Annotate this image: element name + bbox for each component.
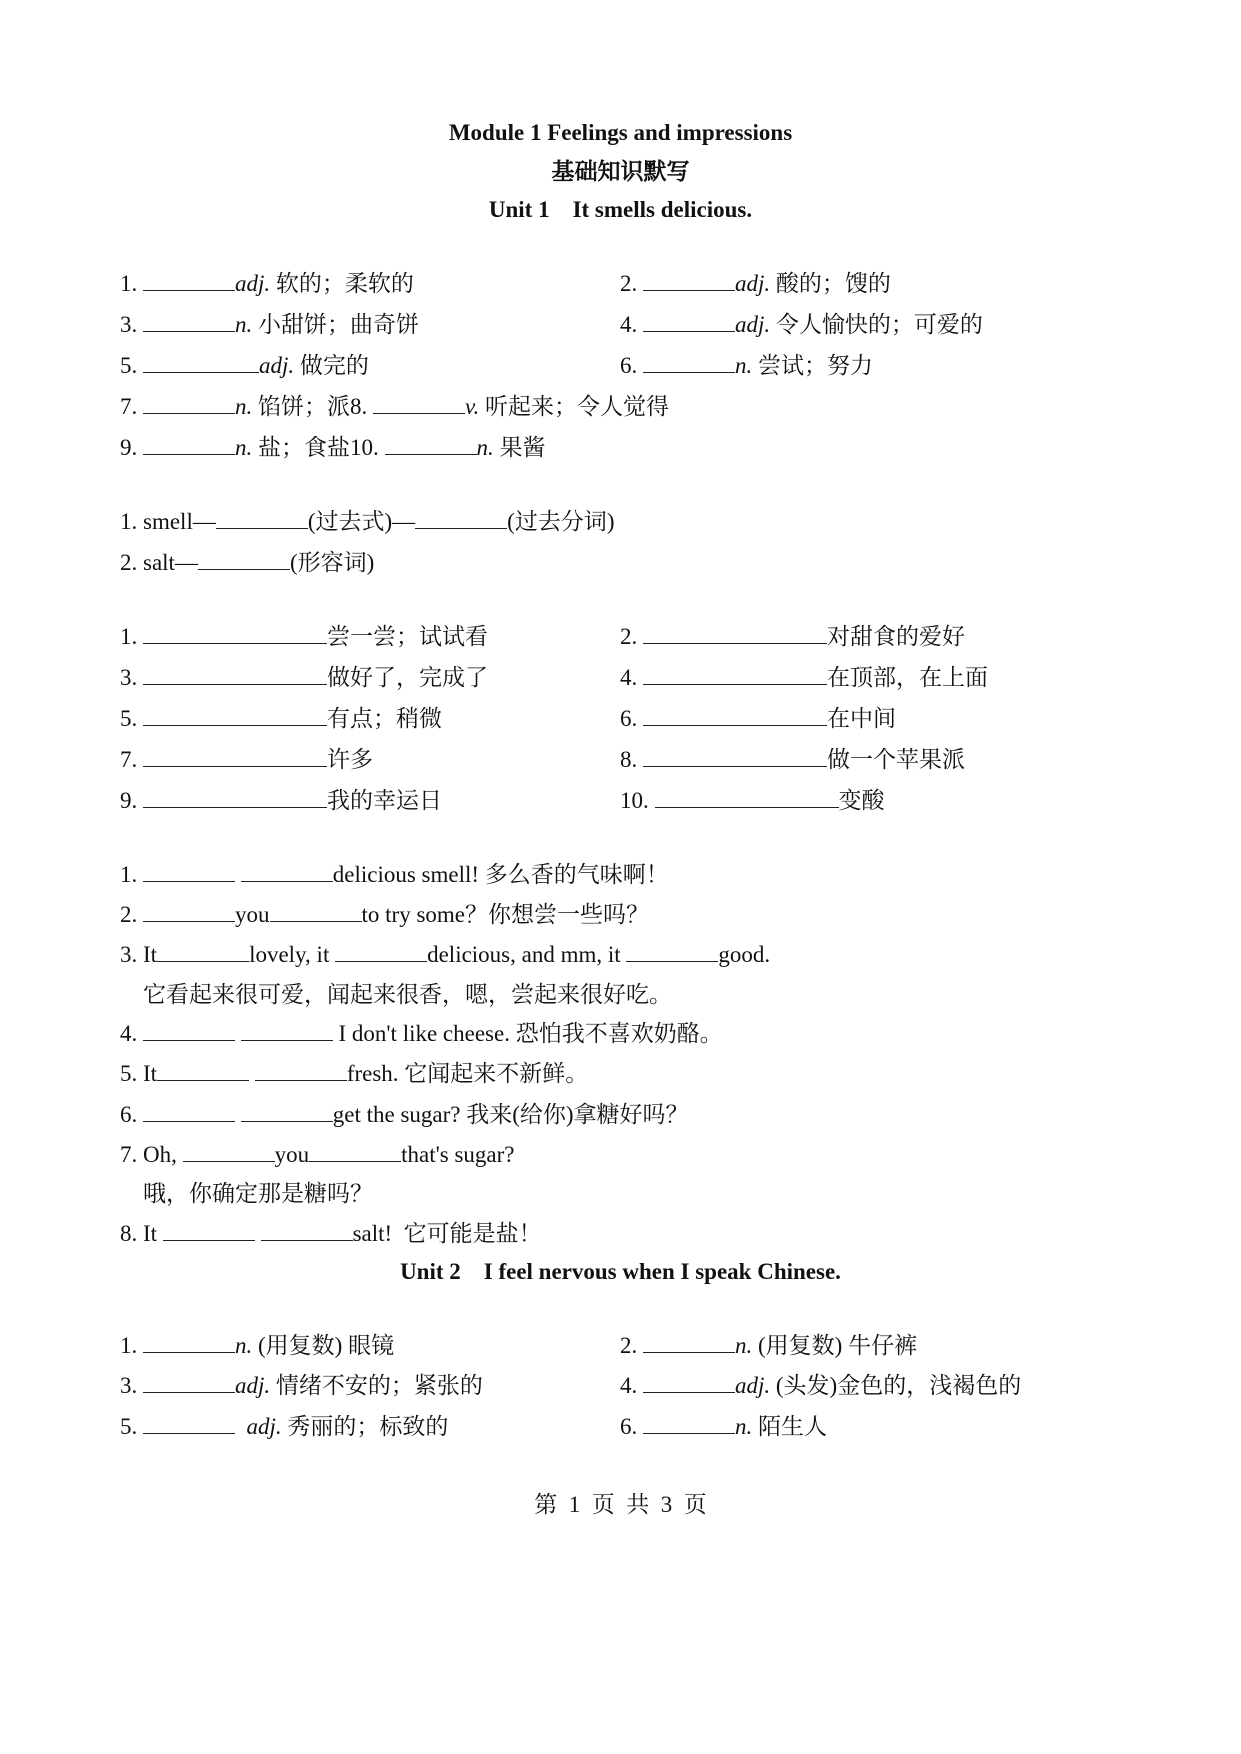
answer-blank[interactable]	[241, 1019, 333, 1041]
sentence-item: 7. Oh, you that's sugar?	[120, 1142, 515, 1167]
answer-blank[interactable]	[643, 310, 735, 332]
answer-blank[interactable]	[309, 1140, 401, 1162]
unit1-title: Unit 1 It smells delicious.	[488, 197, 753, 222]
answer-blank[interactable]	[163, 1219, 255, 1241]
answer-blank[interactable]	[198, 548, 290, 570]
answer-blank[interactable]	[216, 507, 308, 529]
answer-blank[interactable]	[626, 940, 718, 962]
answer-blank[interactable]	[385, 433, 477, 455]
phrase-item: 4. 在顶部，在上面	[620, 665, 988, 690]
vocab-item: 4. adj. 令人愉快的；可爱的	[620, 312, 983, 337]
sentence-item: 8. It salt! 它可能是盐！	[120, 1221, 542, 1246]
answer-blank[interactable]	[373, 392, 465, 414]
answer-blank[interactable]	[143, 622, 327, 644]
answer-blank[interactable]	[643, 663, 827, 685]
answer-blank[interactable]	[143, 351, 259, 373]
answer-blank[interactable]	[143, 704, 327, 726]
sentence-item: 6. get the sugar? 我来(给你)拿糖好吗？	[120, 1102, 689, 1127]
phrase-item: 7. 许多	[120, 747, 373, 772]
answer-blank[interactable]	[143, 433, 235, 455]
vocab-item: 5. adj. 秀丽的；标致的	[120, 1414, 449, 1439]
phrase-item: 9. 我的幸运日	[120, 788, 442, 813]
answer-blank[interactable]	[643, 622, 827, 644]
answer-blank[interactable]	[143, 900, 235, 922]
answer-blank[interactable]	[143, 745, 327, 767]
sentence-translation: 哦，你确定那是糖吗？	[143, 1181, 373, 1206]
answer-blank[interactable]	[255, 1059, 347, 1081]
vocab-item: 6. n. 陌生人	[620, 1414, 827, 1439]
sentence-item: 3. It lovely, it delicious, and mm, it good.	[120, 942, 771, 967]
answer-blank[interactable]	[143, 860, 235, 882]
answer-blank[interactable]	[643, 351, 735, 373]
phrase-item: 8. 做一个苹果派	[620, 747, 965, 772]
phrase-item: 5. 有点；稍微	[120, 706, 442, 731]
answer-blank[interactable]	[143, 310, 235, 332]
answer-blank[interactable]	[415, 507, 507, 529]
phrase-item: 1. 尝一尝；试试看	[120, 624, 488, 649]
answer-blank[interactable]	[643, 1412, 735, 1434]
answer-blank[interactable]	[157, 940, 249, 962]
answer-blank[interactable]	[270, 900, 362, 922]
answer-blank[interactable]	[143, 392, 235, 414]
answer-blank[interactable]	[183, 1140, 275, 1162]
phrase-item: 6. 在中间	[620, 706, 896, 731]
answer-blank[interactable]	[143, 786, 327, 808]
vocab-item: 2. adj. 酸的；馊的	[620, 271, 891, 296]
answer-blank[interactable]	[143, 1412, 235, 1434]
sentence-item: 5. It fresh. 它闻起来不新鲜。	[120, 1061, 589, 1086]
answer-blank[interactable]	[157, 1059, 249, 1081]
word-form-item: 2. salt— (形容词)	[120, 550, 375, 575]
answer-blank[interactable]	[143, 1371, 235, 1393]
sentence-item: 2. you to try some？你想尝一些吗？	[120, 902, 649, 927]
answer-blank[interactable]	[241, 860, 333, 882]
answer-blank[interactable]	[643, 745, 827, 767]
subtitle: 基础知识默写	[551, 159, 690, 184]
word-form-item: 1. smell— (过去式)— (过去分词)	[120, 509, 615, 534]
vocab-item: 5. adj. 做完的	[120, 353, 369, 378]
answer-blank[interactable]	[143, 663, 327, 685]
phrase-item: 3. 做好了，完成了	[120, 665, 488, 690]
vocab-item: 1. adj. 软的；柔软的	[120, 271, 414, 296]
vocab-item: 6. n. 尝试；努力	[620, 353, 873, 378]
answer-blank[interactable]	[643, 1331, 735, 1353]
answer-blank[interactable]	[261, 1219, 353, 1241]
answer-blank[interactable]	[241, 1100, 333, 1122]
answer-blank[interactable]	[335, 940, 427, 962]
answer-blank[interactable]	[643, 1371, 735, 1393]
vocab-item: 3. n. 小甜饼；曲奇饼	[120, 312, 419, 337]
phrase-item: 2. 对甜食的爱好	[620, 624, 965, 649]
vocab-item: 9. n. 盐；食盐10. n. 果酱	[120, 435, 546, 460]
answer-blank[interactable]	[143, 1100, 235, 1122]
answer-blank[interactable]	[643, 704, 827, 726]
answer-blank[interactable]	[143, 1331, 235, 1353]
answer-blank[interactable]	[143, 1019, 235, 1041]
answer-blank[interactable]	[643, 269, 735, 291]
vocab-item: 7. n. 馅饼；派8. v. 听起来；令人觉得	[120, 394, 670, 419]
answer-blank[interactable]	[655, 786, 839, 808]
vocab-item: 2. n. (用复数) 牛仔裤	[620, 1333, 918, 1358]
vocab-item: 3. adj. 情绪不安的；紧张的	[120, 1373, 483, 1398]
module-title: Module 1 Feelings and impressions	[448, 120, 793, 145]
sentence-translation: 它看起来很可爱，闻起来很香，嗯，尝起来很好吃。	[143, 982, 672, 1007]
sentence-item: 1. delicious smell! 多么香的气味啊！	[120, 862, 669, 887]
unit2-title: Unit 2 I feel nervous when I speak Chinese.	[400, 1259, 841, 1284]
phrase-item: 10. 变酸	[620, 788, 885, 813]
sentence-item: 4. I don't like cheese. 恐怕我不喜欢奶酪。	[120, 1021, 723, 1046]
answer-blank[interactable]	[143, 269, 235, 291]
vocab-item: 1. n. (用复数) 眼镜	[120, 1333, 395, 1358]
vocab-item: 4. adj. (头发)金色的，浅褐色的	[620, 1373, 1022, 1398]
page-number: 第 1 页 共 3 页	[534, 1492, 707, 1517]
